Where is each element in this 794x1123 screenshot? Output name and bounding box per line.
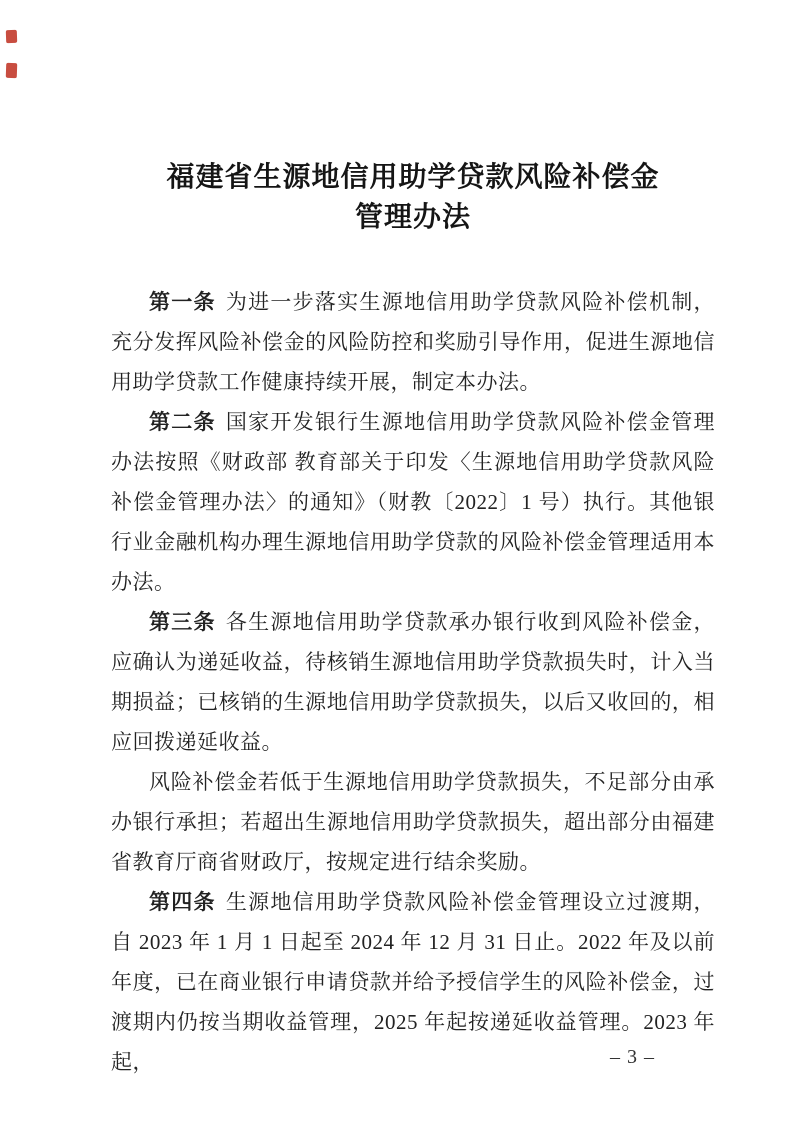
article-2-text: 国家开发银行生源地信用助学贷款风险补偿金管理办法按照《财政部 教育部关于印发〈生源地信用助学贷款风险补偿金管理办法〉的通知》（财教〔2022〕1 号）执行。其他银行业金融机构办理生源地信用助学贷款的风险补偿金管理适用本办法。: [111, 410, 715, 594]
red-annotation-mark-1-icon: [6, 30, 17, 43]
red-annotation-mark-2-icon: [6, 63, 18, 78]
article-4-text: 生源地信用助学贷款风险补偿金管理设立过渡期，自 2023 年 1 月 1 日起至 2024 年 12 月 31 日止。2022 年及以前年度，已在商业银行申请贷款并给予授信学生的风险补偿金，过渡期内仍按当期收益管理，2025 年起按递延收益管理。2023 年起，: [111, 890, 715, 1074]
article-1-text: 为进一步落实生源地信用助学贷款风险补偿机制，充分发挥风险补偿金的风险防控和奖励引导作用，促进生源地信用助学贷款工作健康持续开展，制定本办法。: [111, 290, 715, 394]
paragraph-article-2: [111, 402, 715, 602]
paragraph-article-3-continued: [111, 762, 715, 882]
document-title: [111, 158, 715, 238]
article-2-label: 第二条: [149, 410, 216, 434]
title-line-2: 管理办法: [354, 202, 471, 233]
page-number: – 3 –: [610, 1046, 655, 1068]
document-body: [111, 282, 715, 1082]
title-line-1: 福建省生源地信用助学贷款风险补偿金: [166, 162, 660, 193]
article-4-label: 第四条: [149, 890, 216, 914]
article-3-label: 第三条: [149, 610, 216, 634]
article-3-text: 各生源地信用助学贷款承办银行收到风险补偿金，应确认为递延收益，待核销生源地信用助学贷款损失时，计入当期损益；已核销的生源地信用助学贷款损失，以后又收回的，相应回拨递延收益。: [111, 610, 715, 754]
article-1-label: 第一条: [149, 290, 216, 314]
paragraph-article-1: [111, 282, 715, 402]
article-3b-text: 风险补偿金若低于生源地信用助学贷款损失，不足部分由承办银行承担；若超出生源地信用助学贷款损失，超出部分由福建省教育厅商省财政厅，按规定进行结余奖励。: [111, 770, 715, 874]
paragraph-article-3: [111, 602, 715, 762]
